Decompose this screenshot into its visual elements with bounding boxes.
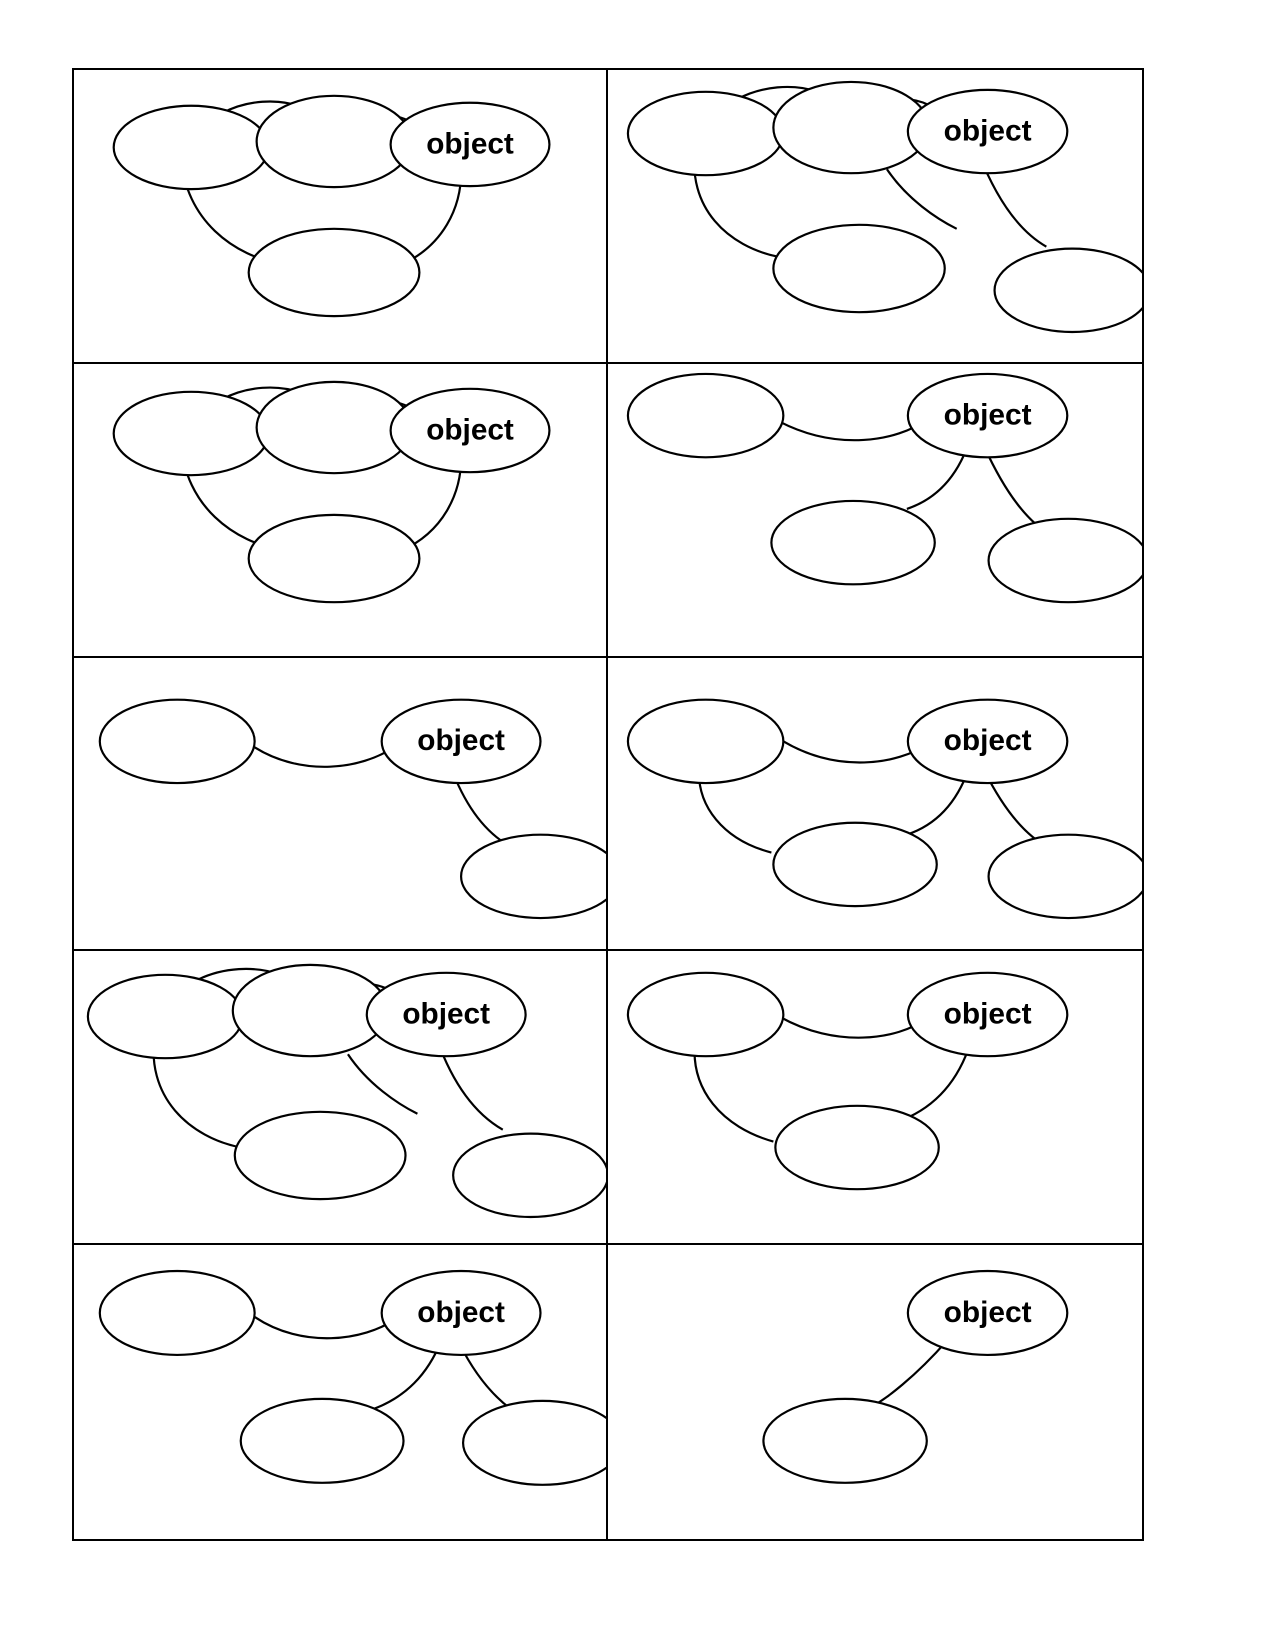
panel-1 [74,70,608,364]
panel-10-label: object [943,1296,1032,1330]
panel-8 [608,951,1142,1245]
panel-6 [608,658,1142,952]
panel-9 [74,1245,608,1539]
panel-3 [74,364,608,658]
panel-grid [74,70,1142,1539]
panel-6-label: object [943,723,1032,757]
panel-2-label: object [943,114,1032,148]
panel-8-label: object [943,997,1032,1031]
panel-5-label: object [417,723,505,757]
diagram-sheet [72,68,1144,1541]
panel-9-label: object [417,1295,505,1330]
panel-3-label: object [426,413,514,447]
panel-5 [74,658,608,952]
panel-1-label: object [426,127,514,161]
panel-7-label: object [402,997,491,1031]
panel-4 [608,364,1142,658]
panel-2 [608,70,1142,364]
panel-4-label: object [943,398,1032,432]
panel-7 [74,951,608,1245]
panel-10 [608,1245,1142,1539]
